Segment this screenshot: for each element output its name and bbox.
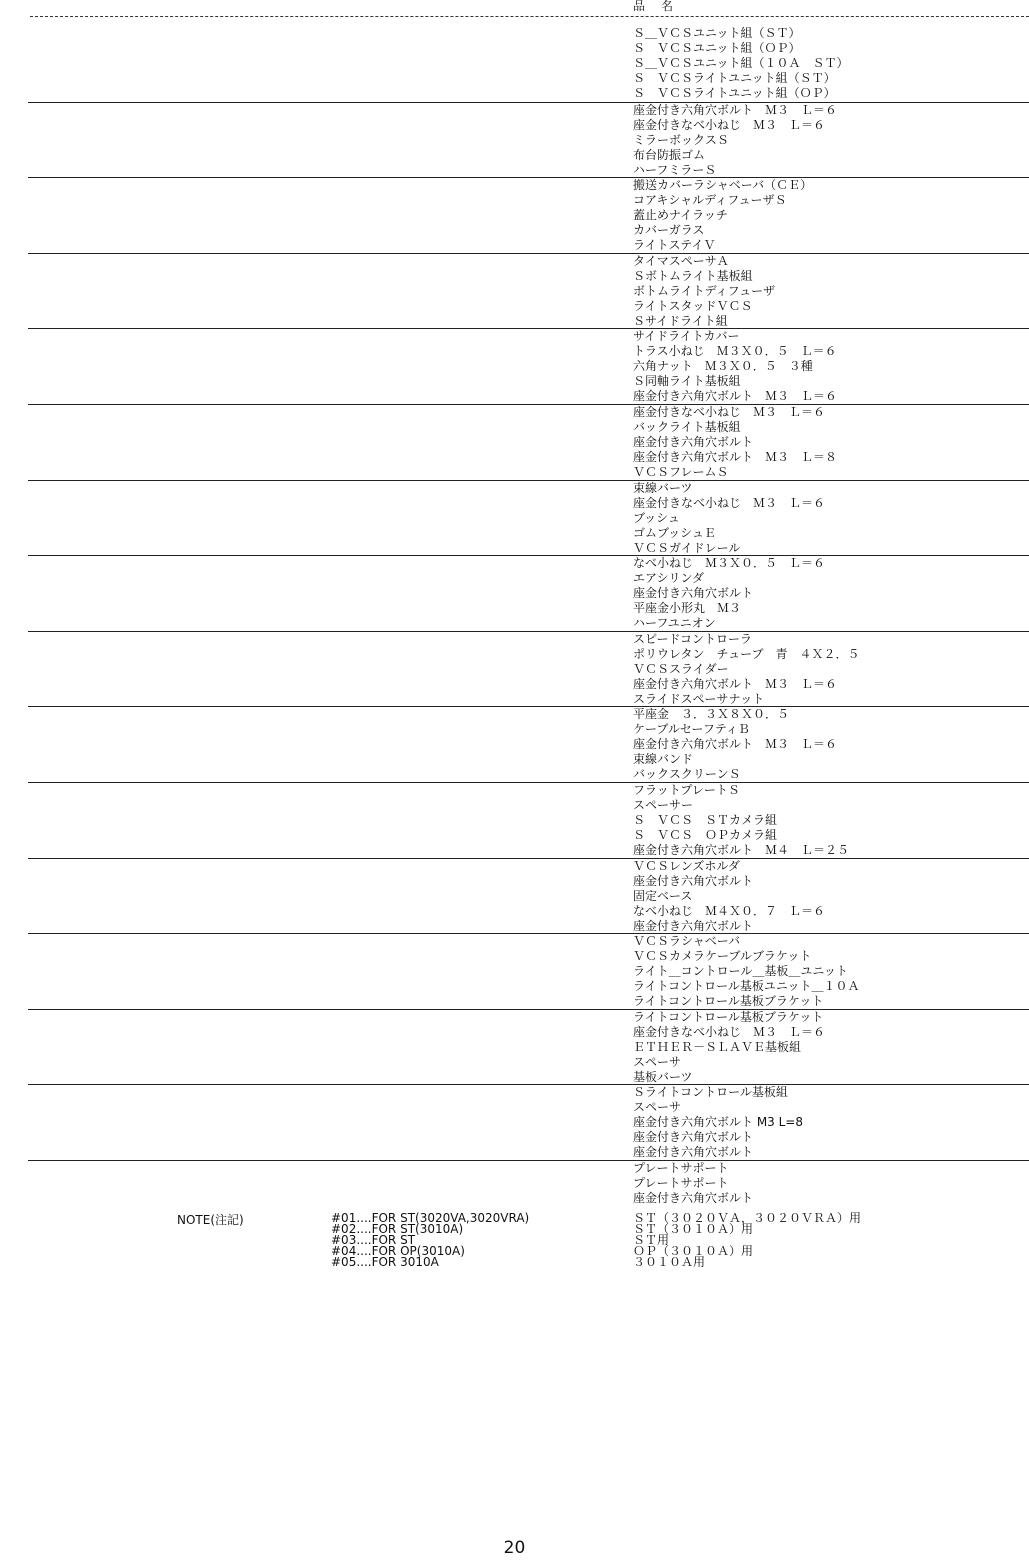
note-description: ３０１０Ａ用: [633, 1255, 706, 1269]
part-name: ＶＣＳフレームＳ: [633, 465, 729, 479]
parts-item-list: [633, 783, 849, 858]
parts-group: [28, 631, 1029, 707]
part-name: 搬送カバーラシャベーバ（ＣＥ）: [633, 178, 813, 193]
part-name: ライトコントロール基板ブラケット: [633, 1009, 824, 1024]
part-name: 座金付き六角穴ボルト Ｍ３ Ｌ＝６: [633, 737, 838, 752]
parts-group: [28, 782, 1029, 858]
parts-group: [28, 328, 1029, 404]
part-name: ＥＴＨＥＲ－ＳＬＡＶＥ基板組: [633, 1039, 802, 1054]
part-name: スライドスペーサナット: [633, 691, 765, 706]
part-name: 座金付きなべ小ねじ Ｍ３ Ｌ＝６: [633, 495, 826, 510]
part-name: コアキシャルディフューザＳ: [633, 193, 787, 208]
parts-group: [28, 933, 1029, 1009]
part-name: ハーフミラーＳ: [633, 162, 717, 177]
parts-item-list: [633, 405, 837, 480]
part-name: 座金付き六角穴ボルト Ｍ３ Ｌ＝６: [633, 389, 838, 404]
part-name: 座金付き六角穴ボルト Ｍ３ Ｌ＝６: [633, 102, 838, 117]
part-name: ＶＣＳスライダー: [633, 661, 729, 676]
part-name: 束線バーツ: [633, 480, 693, 495]
note-code: #05....FOR 3010A: [331, 1255, 439, 1269]
part-name: ライトステイＶ: [633, 238, 716, 253]
part-name: ＶＣＳラシャベーバ: [633, 934, 741, 949]
note-code: #04....FOR OP(3010A): [331, 1244, 465, 1258]
part-name: Ｓ ＶＣＳライトユニット組（ＯＰ）: [633, 86, 836, 100]
part-name: 座金付き六角穴ボルト Ｍ３ Ｌ＝６: [633, 676, 838, 691]
part-name: Ｓライトコントロール基板組: [633, 1085, 788, 1100]
column-title: 品 名: [633, 0, 676, 13]
note-description-list: [633, 1213, 861, 1268]
part-name: 座金付きなべ小ねじ Ｍ３ Ｌ＝６: [633, 405, 826, 419]
note-code: #02....FOR ST(3010A): [331, 1222, 464, 1236]
parts-group: [28, 26, 1029, 101]
part-name: なべ小ねじ Ｍ３Ｘ０．５ Ｌ＝６: [633, 556, 826, 571]
part-name: カバーガラス: [633, 223, 705, 238]
parts-item-list: [633, 707, 837, 782]
part-name: ＶＣＳガイドレール: [633, 540, 741, 555]
parts-group: [28, 858, 1029, 934]
part-name: ライト＿コントロール＿基板＿ユニット: [633, 964, 848, 979]
parts-group: [28, 706, 1029, 782]
part-name: 座金付き六角穴ボルト: [633, 1130, 754, 1145]
part-name: 座金付き六角穴ボルト Ｍ３ Ｌ＝８: [633, 450, 838, 464]
note-code-list: [331, 1213, 529, 1268]
part-name: スペーサ: [633, 1054, 682, 1069]
part-name: Ｓ＿ＶＣＳユニット組（ＳＴ）: [633, 26, 801, 40]
part-name: 平座金 ３．３Ｘ８Ｘ０．５: [633, 707, 790, 722]
parts-item-list: [633, 934, 859, 1009]
page-number: 20: [503, 1538, 526, 1558]
part-name: 座金付き六角穴ボルト: [633, 1145, 754, 1160]
parts-item-list: [633, 26, 849, 101]
part-name: 座金付きなべ小ねじ Ｍ３ Ｌ＝６: [633, 117, 826, 132]
part-name: Ｓ ＶＣＳ ＯＰカメラ組: [633, 828, 778, 842]
part-name: ＶＣＳレンズホルダ: [633, 858, 740, 873]
part-name: 座金付き六角穴ボルト: [633, 586, 754, 601]
parts-group: [28, 177, 1029, 253]
part-name: 六角ナット Ｍ３Ｘ０．５ ３種: [633, 359, 813, 374]
part-name: Ｓ ＶＣＳライトユニット組（ＳＴ）: [633, 71, 836, 85]
part-name: Ｓ ＶＣＳユニット組（ＯＰ）: [633, 41, 801, 55]
note-label: NOTE(注記): [177, 1213, 244, 1227]
parts-group: [28, 1009, 1029, 1085]
part-name: 座金付き六角穴ボルト Ｍ４ Ｌ＝２５: [633, 843, 850, 857]
part-name: フラットプレートＳ: [633, 783, 740, 797]
part-name: ボトムライトディフューザ: [633, 283, 776, 298]
part-name: ライトコントロール基板ブラケット: [633, 994, 824, 1009]
parts-item-list: [633, 556, 825, 631]
part-name: 座金付き六角穴ボルト: [633, 873, 754, 888]
part-name: タイマスペーサＡ: [633, 253, 729, 268]
part-name: プレートサポート: [633, 1176, 729, 1190]
note-code: #03....FOR ST: [331, 1233, 416, 1247]
parts-item-list: [633, 481, 825, 556]
part-name: 座金付きなべ小ねじ Ｍ３ Ｌ＝６: [633, 1024, 826, 1039]
note-description: ＯＰ（３０１０Ａ）用: [633, 1244, 754, 1258]
parts-group: [28, 102, 1029, 178]
part-name: 蓋止めナイラッチ: [633, 208, 728, 223]
part-name: 束線バンド: [633, 752, 694, 767]
part-name: スペーサー: [633, 798, 694, 812]
note-description: ＳＴ（３０１０Ａ）用: [633, 1222, 754, 1236]
part-name: ミラーボックスＳ: [633, 132, 729, 147]
part-name: 布台防振ゴム: [633, 147, 706, 162]
note-description: ＳＴ（３０２０ＶＡ，３０２０ＶＲＡ）用: [633, 1211, 862, 1225]
parts-group: [28, 555, 1029, 631]
parts-group: [28, 253, 1029, 329]
part-name: バックスクリーンＳ: [633, 767, 741, 782]
parts-group: [28, 404, 1029, 480]
parts-item-list: [633, 1085, 803, 1160]
part-name: サイドライトカバー: [633, 329, 740, 344]
part-name: 座金付き六角穴ボルト: [633, 918, 754, 933]
part-name: Ｓボトムライト基板組: [633, 268, 753, 283]
part-name: 座金付き六角穴ボルト: [633, 435, 754, 449]
part-name: ポリウレタン チューブ 青 ４Ｘ２．５: [633, 646, 860, 661]
part-name: スピードコントローラ: [633, 631, 753, 646]
part-name: ＶＣＳカメラケーブルブラケット: [633, 949, 812, 964]
parts-item-list: [633, 254, 775, 329]
part-name: 座金付き六角穴ボルト: [633, 1191, 754, 1205]
parts-item-list: [633, 103, 837, 178]
parts-group: [28, 480, 1029, 556]
part-name: バックライト基板組: [633, 420, 741, 434]
part-name: Ｓ＿ＶＣＳユニット組（１０Ａ ＳＴ）: [633, 56, 849, 70]
part-name: ケーブルセーフティＢ: [633, 722, 750, 737]
parts-item-list: [633, 632, 860, 707]
note-code: #01....FOR ST(3020VA,3020VRA): [331, 1211, 530, 1225]
part-name: ハーフユニオン: [633, 616, 716, 631]
parts-item-list: [633, 329, 837, 404]
part-name: Ｓ ＶＣＳ ＳＴカメラ組: [633, 813, 778, 827]
part-name: Ｓ同軸ライト基板組: [633, 374, 741, 389]
parts-item-list: [633, 1161, 753, 1206]
part-name: エアシリンダ: [633, 571, 705, 586]
part-name: 座金付き六角穴ボルト M3 L=8: [633, 1115, 803, 1130]
part-name: 基板バーツ: [633, 1069, 693, 1084]
part-name: ライトコントロール基板ユニット＿１０Ａ: [633, 979, 860, 994]
part-name: ライトスタッドＶＣＳ: [633, 298, 753, 313]
parts-group: [28, 1084, 1029, 1160]
part-name: スペーサ: [633, 1100, 682, 1115]
parts-item-list: [633, 1010, 825, 1085]
part-name: 固定ベース: [633, 888, 693, 903]
part-name: プレートサポート: [633, 1161, 729, 1175]
note-description: ＳＴ用: [633, 1233, 670, 1247]
part-name: 平座金小形丸 Ｍ３: [633, 601, 742, 616]
part-name: ゴムブッシュＥ: [633, 525, 716, 540]
part-name: ブッシュ: [633, 510, 680, 525]
header-dashed-rule: [30, 16, 1029, 17]
part-name: トラス小ねじ Ｍ３Ｘ０．５ Ｌ＝６: [633, 344, 837, 359]
part-name: Ｓサイドライト組: [633, 313, 728, 328]
parts-item-list: [633, 178, 812, 253]
parts-item-list: [633, 859, 825, 934]
part-name: なべ小ねじ Ｍ４Ｘ０．７ Ｌ＝６: [633, 903, 826, 918]
